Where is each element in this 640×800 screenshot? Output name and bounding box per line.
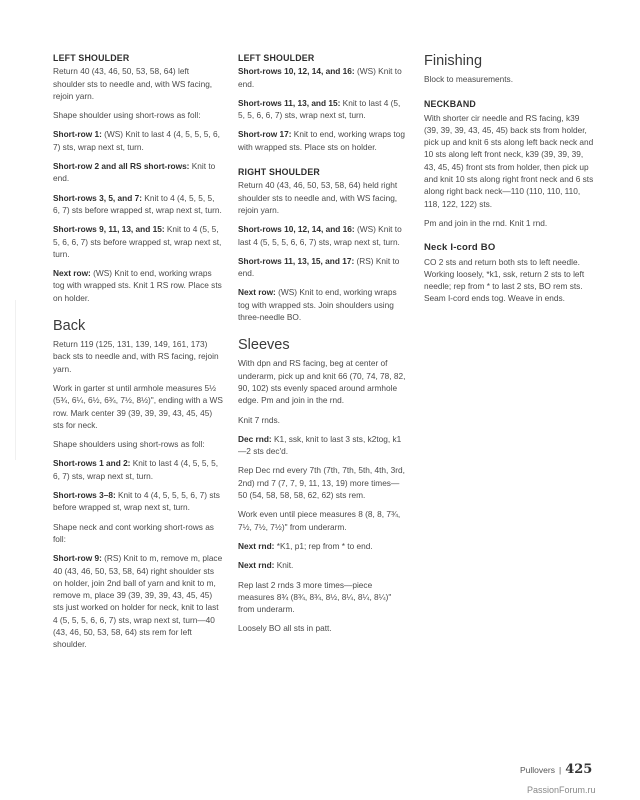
instruction (238, 286, 408, 323)
margin-line (15, 300, 16, 460)
instruction (238, 128, 408, 153)
paragraph: With shorter cir needle and RS facing, k39 (39, 39, 39, 43, 45, 45) back sts from holder, pick up and knit 6 sts along left back neck and 10 sts along left front neck, k39 (39, 39, 39, 43, 45, 45) front sts from holder, then pick up and knit 10 sts along right front neck and 6 sts along right back neck—110 (110, 110, 110, 118, 122, 122) sts. (424, 112, 594, 209)
instruction (53, 223, 223, 260)
paragraph: Return 40 (43, 46, 50, 53, 58, 64) held right shoulder sts to needle and, with WS facing, rejoin yarn. (238, 180, 398, 215)
paragraph: Rep Dec rnd every 7th (7th, 7th, 5th, 4th, 3rd, 2nd) rnd 7 (7, 7, 9, 11, 13, 19) more times—50 (54, 58, 58, 58, 62, 62) sts rem. (238, 465, 405, 501)
instruction-text: (WS) Knit to last 4 (4, 5, 5, 5, 6, 7) sts, wrap next st, turn. (53, 129, 220, 152)
paragraph: Shape shoulder using short-rows as foll: (53, 110, 201, 121)
instruction-label: Short-rows 3, 5, and 7: (53, 192, 142, 203)
instruction-text: Knit. (274, 560, 294, 571)
paragraph: Return 40 (43, 46, 50, 53, 58, 64) left shoulder sts to needle and, with WS facing, rejoin yarn. (53, 66, 213, 101)
watermark: PassionForum.ru (527, 785, 596, 795)
instruction-text: Knit to 4 (5, 5, 5, 6, 6, 7) sts before wrapped st, wrap next st, turn. (53, 224, 222, 259)
heading-left-shoulder: LEFT SHOULDER (53, 53, 130, 63)
page-footer (520, 762, 592, 777)
instruction (238, 223, 408, 248)
section-name: Pullovers (520, 765, 555, 775)
instruction-label: Short-row 2 and all RS short-rows: (53, 161, 190, 172)
column-1 (53, 52, 223, 658)
instruction-text: (WS) Knit to last 4 (5, 5, 5, 6, 6, 7) sts, wrap next st, turn. (238, 224, 402, 247)
instruction (238, 559, 408, 571)
instruction-text: Knit to last 4 (4, 5, 5, 5, 6, 7) sts, wrap next st, turn. (53, 458, 219, 481)
paragraph: Work in garter st until armhole measures 5½ (5¾, 6¼, 6½, 6¾, 7½, 8½)", ending with a WS row. Mark center 39 (39, 39, 39, 43, 45, 45) sts for neck. (53, 382, 223, 430)
heading-neck-icord: Neck I-cord BO (424, 242, 496, 254)
heading-neckband: NECKBAND (424, 99, 476, 110)
instruction-label: Next row: (53, 268, 91, 279)
instruction (53, 552, 223, 650)
instruction-text: K1, ssk, knit to last 3 sts, k2tog, k1—2 sts dec'd. (238, 433, 402, 457)
heading-finishing: Finishing (424, 53, 483, 69)
heading-left-shoulder-cont: LEFT SHOULDER (238, 53, 315, 63)
instruction-text: Knit to last 4 (5, 5, 5, 6, 6, 7) sts, wrap next st, turn. (238, 97, 401, 121)
heading-sleeves: Sleeves (238, 337, 290, 354)
paragraph: Shape shoulders using short-rows as foll: (53, 439, 205, 450)
instruction (53, 160, 223, 185)
instruction-text: (WS) Knit to end. (238, 66, 402, 89)
instruction (53, 267, 223, 304)
instruction-label: Next rnd: (238, 560, 275, 571)
instruction-text: Knit to 4 (4, 5, 5, 5, 6, 7) sts before wrapped st, wrap next st, turn. (53, 192, 222, 215)
paragraph: Knit 7 rnds. (238, 414, 280, 425)
instruction-text: Knit to 4 (4, 5, 5, 5, 6, 7) sts before wrapped st, wrap next st, turn. (53, 490, 220, 513)
paragraph: Pm and join in the rnd. Knit 1 rnd. (424, 217, 548, 228)
column-3 (424, 52, 594, 312)
paragraph: Return 119 (125, 131, 139, 149, 161, 173) back sts to needle and, with RS facing, rejoin yarn. (53, 339, 219, 374)
instruction-label: Short-row 1: (53, 129, 102, 140)
instruction-label: Short-rows 11, 13, 15, and 17: (238, 255, 355, 266)
instruction (53, 128, 223, 153)
instruction-text: Knit to end, working wraps tog with wrapped sts. Place sts on holder. (238, 129, 405, 152)
instruction (238, 540, 408, 552)
instruction (238, 255, 408, 280)
paragraph: CO 2 sts and return both sts to left needle. Working loosely, *k1, ssk, return 2 sts to left needle; rep from * to last 2 sts, BO rem sts. Seam I-cord ends tog. Weave in ends. (424, 256, 585, 304)
instruction (53, 192, 223, 217)
column-2 (238, 52, 408, 642)
instruction-label: Dec rnd: (238, 433, 272, 444)
instruction-label: Short-rows 10, 12, 14, and 16: (238, 224, 355, 235)
heading-back: Back (53, 318, 86, 335)
page-number: 425 (565, 762, 593, 777)
footer-separator: | (558, 765, 562, 775)
paragraph: Shape neck and cont working short-rows as foll: (53, 521, 214, 544)
instruction-label: Short-rows 3–8: (53, 490, 116, 501)
instruction (53, 457, 223, 482)
instruction-label: Short-rows 11, 13, and 15: (238, 97, 341, 108)
instruction-label: Short-row 17: (238, 129, 292, 140)
instruction (238, 433, 408, 458)
instruction-label: Short-rows 10, 12, 14, and 16: (238, 66, 355, 77)
instruction-text: Knit to end. (53, 161, 216, 184)
instruction (238, 65, 408, 90)
instruction-label: Next rnd: (238, 540, 275, 551)
paragraph: Rep last 2 rnds 3 more times—piece measures 8¾ (8¾, 8¾, 8½, 8¼, 8¼, 8¼)" from underarm. (238, 579, 392, 615)
instruction-text: (WS) Knit to end, working wraps tog with wrapped sts. Join shoulders using three-needle BO. (238, 287, 397, 323)
instruction (238, 97, 408, 122)
instruction-label: Short-rows 1 and 2: (53, 458, 131, 469)
instruction-label: Short-rows 9, 11, 13, and 15: (53, 224, 165, 235)
instruction-text: (WS) Knit to end, working wraps tog with wrapped sts. Knit 1 RS row. Place sts on holder. (53, 268, 222, 303)
instruction-label: Short-row 9: (53, 553, 102, 564)
instruction-text: (RS) Knit to end. (238, 255, 400, 279)
paragraph: Block to measurements. (424, 74, 513, 84)
paragraph: Loosely BO all sts in patt. (238, 623, 332, 634)
paragraph: With dpn and RS facing, beg at center of underarm, pick up and knit 66 (70, 74, 78, 82, 90, 102) sts evenly spaced around armhole edge. Pm and join in the rnd. (238, 358, 406, 406)
paragraph: Work even until piece measures 8 (8, 8, 7¾, 7½, 7½, 7½)" from underarm. (238, 509, 401, 532)
instruction-label: Next row: (238, 287, 276, 298)
instruction-text: (RS) Knit to m, remove m, place 40 (43, 46, 50, 53, 58, 64) right shoulder sts on holder, join 2nd ball of yarn and knit to m, remove m, place 39 (39, 39, 39, 43, 45, 45) sts just worked on holder for neck, knit to last 4 (5, 5, 5, 6, 6, 7) sts, wrap next st, turn—40 (43, 46, 50, 53, 58, 64) sts rem for left shoulder. (53, 553, 223, 650)
heading-right-shoulder: RIGHT SHOULDER (238, 167, 320, 178)
instruction (53, 489, 223, 514)
instruction-text: *K1, p1; rep from * to end. (274, 540, 373, 551)
